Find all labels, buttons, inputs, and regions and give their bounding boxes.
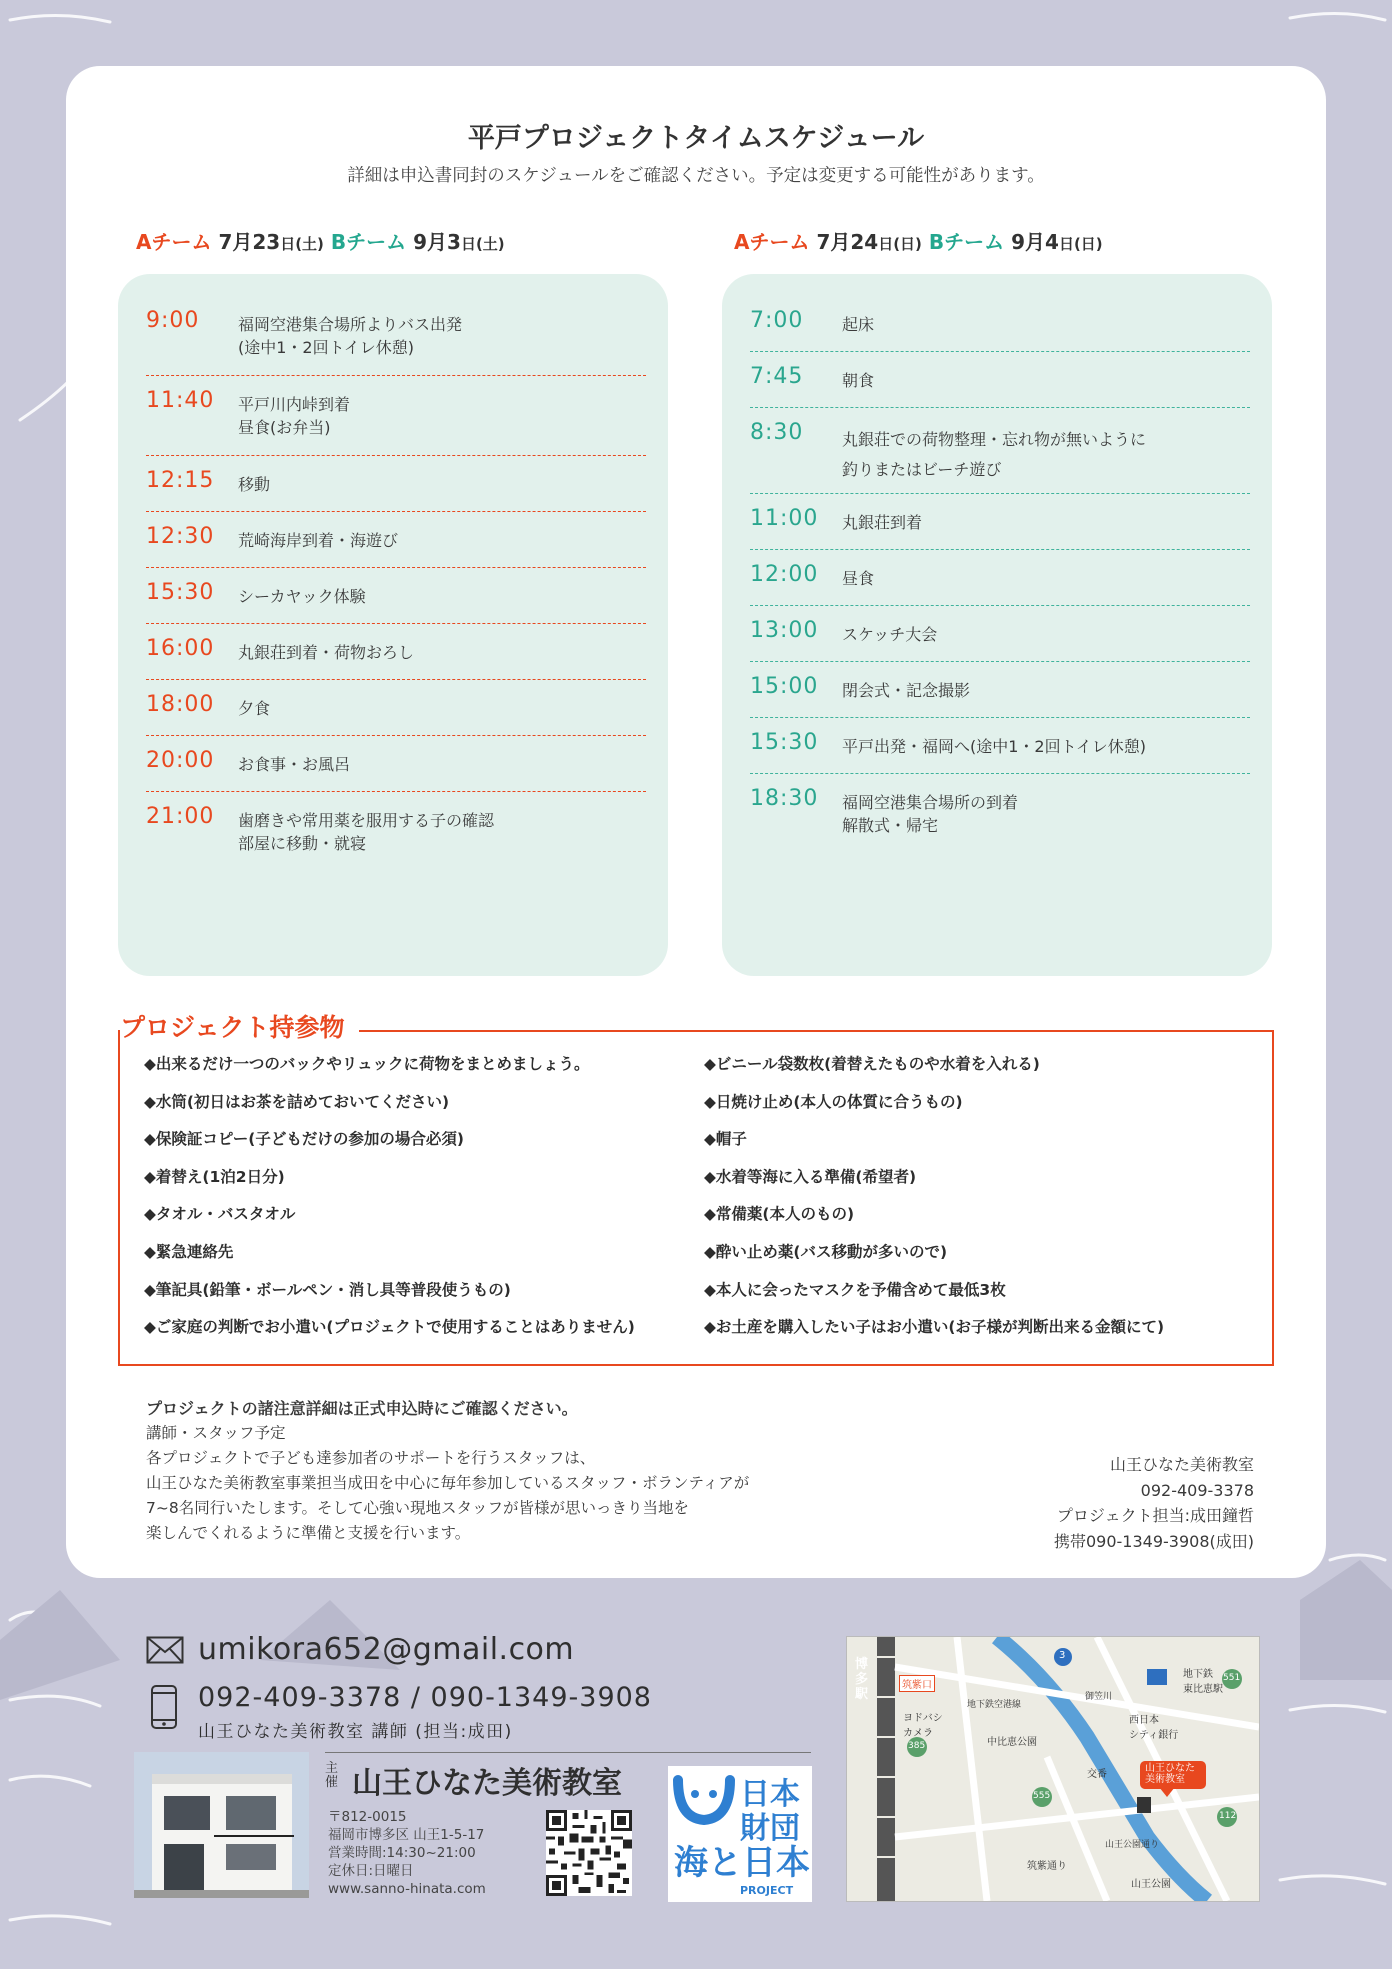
row-desc: 歯磨きや常用薬を服用する子の確認 部屋に移動・就寝 — [238, 811, 495, 853]
row-time: 20:00 — [146, 748, 215, 773]
day1-a-team: Aチーム — [136, 230, 212, 254]
row-desc: 起床 — [842, 315, 875, 334]
map-road1-label: 筑紫通り — [1027, 1861, 1067, 1872]
schedule-row — [146, 512, 646, 568]
row-time: 13:00 — [750, 618, 819, 643]
schedule-row — [750, 550, 1250, 606]
schedule-row — [146, 736, 646, 792]
row-time: 11:00 — [750, 506, 819, 531]
day2-schedule-panel — [722, 274, 1272, 976]
row-time: 11:40 — [146, 388, 215, 413]
contact-line: 携帯090-1349-3908(成田) — [1053, 1531, 1254, 1551]
row-desc: 平戸川内峠到着 昼食(お弁当) — [238, 395, 351, 437]
row-desc: 朝食 — [842, 371, 875, 390]
map-road3-label: 山王公園通り — [1105, 1840, 1160, 1850]
row-desc: 平戸出発・福岡へ(途中1・2回トイレ休憩) — [842, 737, 1147, 756]
row-desc: 夕食 — [238, 699, 271, 718]
map-yodobashi-label: ヨドバシ カメラ — [903, 1713, 943, 1739]
day2-b-team: Bチーム — [928, 230, 1005, 254]
map-route-112: 112 — [1219, 1811, 1237, 1821]
map-park1-label: 中比恵公園 — [987, 1737, 1037, 1748]
list-item: ◆水筒(初日はお茶を詰めておいてください) — [144, 1092, 450, 1111]
email-link[interactable]: umikora652@gmail.com — [198, 1632, 575, 1667]
row-time: 15:30 — [146, 580, 215, 605]
row-desc: 福岡空港集合場所よりバス出発 (途中1・2回トイレ休憩) — [238, 315, 463, 357]
row-desc: 丸銀荘到着・荷物おろし — [238, 643, 415, 662]
list-item: ◆帽子 — [704, 1130, 747, 1149]
day1-schedule-panel — [118, 274, 668, 976]
list-item: ◆水着等海に入る準備(希望者) — [704, 1167, 917, 1186]
org-info-line: 定休日:日曜日 — [328, 1863, 414, 1879]
phone-number[interactable]: 092-409-3378 / 090-1349-3908 — [198, 1682, 652, 1713]
day2-a-suffix: 日(日) — [878, 235, 922, 253]
row-time: 12:00 — [750, 562, 819, 587]
qr-code[interactable] — [546, 1810, 632, 1896]
contact-line: 山王ひなた美術教室 — [1109, 1455, 1254, 1474]
items-left-column — [144, 1050, 635, 1351]
day1-b-date: 9月3 — [413, 230, 461, 254]
row-time: 18:30 — [750, 786, 819, 811]
logo-text: 財団 — [740, 1811, 800, 1846]
schedule-row — [146, 376, 646, 456]
schedule-row — [146, 792, 646, 872]
schedule-row — [146, 624, 646, 680]
items-box — [118, 1030, 1274, 1366]
page-subtitle: 詳細は申込書同封のスケジュールをご確認ください。予定は変更する可能性があります。 — [347, 166, 1045, 186]
list-item: ◆出来るだけ一つのバックやリュックに荷物をまとめましょう。 — [144, 1055, 590, 1073]
row-desc: 昼食 — [842, 569, 875, 588]
org-info-line: 営業時間:14:30~21:00 — [328, 1845, 476, 1861]
logo-text: PROJECT — [740, 1884, 794, 1897]
row-time: 12:15 — [146, 468, 215, 493]
list-item: ◆日焼け止め(本人の体質に合うもの) — [704, 1092, 963, 1111]
items-right-column — [704, 1050, 1164, 1351]
schedule-row — [146, 680, 646, 736]
footer-divider — [325, 1752, 811, 1753]
row-desc: スケッチ大会 — [842, 625, 938, 644]
row-time: 16:00 — [146, 636, 215, 661]
email-row — [146, 1632, 574, 1667]
day2-a-date: 7月24 — [816, 230, 879, 254]
map-route-385: 385 — [908, 1741, 926, 1751]
row-desc: シーカヤック体験 — [238, 587, 366, 606]
contact-line: 092-409-3378 — [1140, 1480, 1254, 1500]
row-desc: 福岡空港集合場所の到着 解散式・帰宅 — [842, 793, 1019, 835]
schedule-row — [750, 408, 1250, 494]
row-time: 12:30 — [146, 524, 215, 549]
row-time: 15:30 — [750, 730, 819, 755]
row-time: 18:00 — [146, 692, 215, 717]
map-school-label: 山王ひなた 美術教室 — [1145, 1763, 1195, 1785]
list-item: ◆着替え(1泊2日分) — [144, 1167, 285, 1186]
schedule-card — [66, 66, 1326, 1578]
row-desc: 閉会式・記念撮影 — [842, 681, 971, 700]
day2-a-team: Aチーム — [734, 230, 810, 254]
notes-heading: プロジェクトの諸注意詳細は正式申込時にご確認ください。 — [146, 1399, 578, 1418]
list-item: ◆タオル・バスタオル — [144, 1205, 296, 1224]
phone-icon — [150, 1684, 178, 1730]
organizer-info — [328, 1808, 486, 1898]
day1-b-suffix: 日(土) — [460, 235, 505, 253]
map-route-555: 555 — [1033, 1791, 1051, 1801]
schedule-row — [146, 456, 646, 512]
list-item: ◆ビニール袋数枚(着替えたものや水着を入れる) — [704, 1055, 1040, 1073]
notes-line: 各プロジェクトで子ども達参加者のサポートを行うスタッフは、 — [146, 1449, 596, 1467]
list-item: ◆緊急連絡先 — [144, 1242, 234, 1261]
map-station-label: 博多駅 — [855, 1657, 869, 1702]
list-item: ◆常備薬(本人のもの) — [704, 1205, 855, 1224]
row-desc: 丸銀荘での荷物整理・忘れ物が無いように 釣りまたはビーチ遊び — [842, 430, 1147, 479]
notes-line: 7~8名同行いたします。そして心強い現地スタッフが皆様が思いっきり当地を — [146, 1499, 689, 1517]
list-item: ◆ご家庭の判断でお小遣い(プロジェクトで使用することはありません) — [144, 1318, 635, 1337]
row-time: 9:00 — [146, 308, 200, 333]
list-item: ◆酔い止め薬(バス移動が多いので) — [704, 1242, 948, 1261]
building-photo — [134, 1752, 309, 1898]
logo-text: 日本 — [740, 1777, 800, 1812]
organizer-label: 主催 — [325, 1761, 339, 1790]
list-item: ◆保険証コピー(子どもだけの参加の場合必須) — [144, 1130, 464, 1149]
list-item: ◆お土産を購入したい子はお小遣い(お子様が判断出来る金額にて) — [704, 1318, 1165, 1337]
org-info-line: 〒812-0015 — [328, 1809, 407, 1825]
map-river-label: 御笠川 — [1085, 1692, 1113, 1702]
day2-heading — [734, 226, 1103, 255]
map-route-3: 3 — [1059, 1650, 1066, 1661]
notes-line: 山王ひなた美術教室事業担当成田を中心に毎年参加しているスタッフ・ボランティアが — [146, 1474, 750, 1492]
map-bank-label: 西日本 シティ銀行 — [1129, 1715, 1179, 1741]
row-desc: 丸銀荘到着 — [842, 513, 923, 532]
map-koban-label: 交番 — [1087, 1769, 1107, 1780]
schedule-row — [750, 494, 1250, 550]
schedule-row — [750, 718, 1250, 774]
day1-heading — [136, 226, 505, 255]
row-time: 21:00 — [146, 804, 215, 829]
access-map[interactable] — [846, 1636, 1260, 1902]
phone-note: 山王ひなた美術教室 講師 (担当:成田) — [198, 1722, 513, 1742]
day1-a-date: 7月23 — [218, 230, 281, 254]
phone-row — [146, 1682, 652, 1742]
row-desc: 荒崎海岸到着・海遊び — [238, 531, 399, 550]
schedule-row — [750, 296, 1250, 352]
contact-info — [1054, 1452, 1254, 1554]
notes-line: 楽しんでくれるように準備と支援を行います。 — [146, 1524, 471, 1542]
row-time: 8:30 — [750, 420, 804, 445]
schedule-row — [750, 662, 1250, 718]
items-title: プロジェクト持参物 — [120, 1008, 359, 1044]
row-time: 15:00 — [750, 674, 819, 699]
schedule-row — [750, 606, 1250, 662]
row-desc: お食事・お風呂 — [238, 755, 351, 774]
schedule-row — [750, 352, 1250, 408]
schedule-row — [146, 568, 646, 624]
row-time: 7:45 — [750, 364, 804, 389]
map-road2-label: 地下鉄空港線 — [967, 1700, 1022, 1710]
day2-b-date: 9月4 — [1011, 230, 1059, 254]
org-info-line: 福岡市博多区 山王1-5-17 — [328, 1827, 485, 1843]
day1-b-team: Bチーム — [330, 230, 407, 254]
map-subway-label: 地下鉄 東比恵駅 — [1183, 1669, 1223, 1695]
umi-to-nippon-logo — [668, 1766, 812, 1902]
map-park2-label: 山王公園 — [1131, 1879, 1171, 1890]
logo-text: 海と日本 — [674, 1843, 810, 1883]
day2-b-suffix: 日(日) — [1058, 235, 1103, 253]
notes-block — [146, 1396, 749, 1546]
row-time: 7:00 — [750, 308, 804, 333]
schedule-row — [750, 774, 1250, 854]
list-item: ◆筆記具(鉛筆・ボールペン・消し具等普段使うもの) — [144, 1280, 511, 1299]
mail-icon — [146, 1636, 184, 1664]
map-route-551: 551 — [1223, 1673, 1241, 1683]
contact-line: プロジェクト担当:成田鐘哲 — [1056, 1506, 1254, 1525]
list-item: ◆本人に会ったマスクを予備含めて最低3枚 — [704, 1280, 1006, 1299]
day1-a-suffix: 日(土) — [280, 235, 324, 253]
org-info-line[interactable]: www.sanno-hinata.com — [328, 1881, 486, 1897]
organizer-name: 山王ひなた美術教室 — [352, 1766, 622, 1801]
page-title: 平戸プロジェクトタイムスケジュール — [467, 123, 925, 154]
row-desc: 移動 — [238, 475, 271, 494]
notes-line: 講師・スタッフ予定 — [146, 1424, 286, 1442]
map-exit-label: 筑紫口 — [899, 1675, 935, 1692]
schedule-row — [146, 296, 646, 376]
